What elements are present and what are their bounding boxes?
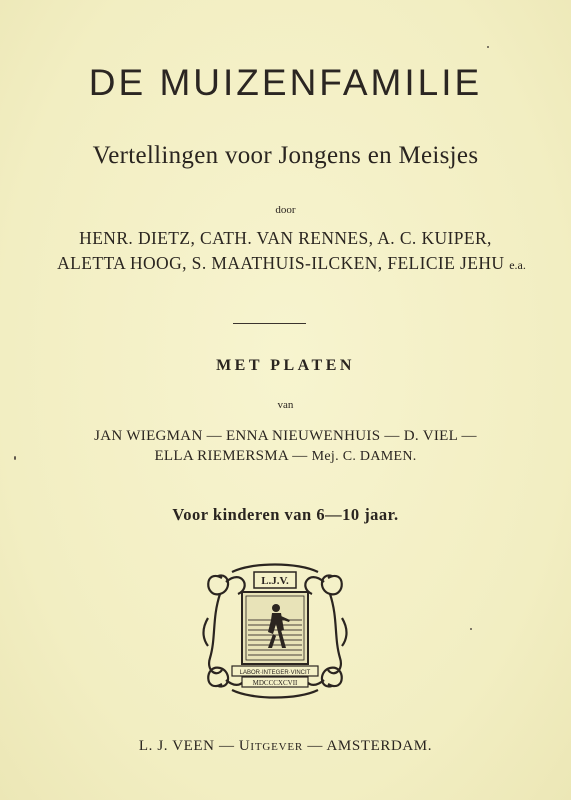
publisher-city: AMSTERDAM. (326, 738, 433, 754)
publisher-role-rest: ITGEVER (250, 741, 304, 753)
authors-line-2 (6, 253, 571, 274)
book-title: DE MUIZENFAMILIE (88, 62, 483, 103)
authors-line-1: HENR. DIETZ, CATH. VAN RENNES, A. C. KUIPER, (79, 228, 492, 248)
paper-speck (14, 456, 16, 460)
divider-rule (233, 323, 306, 324)
emblem-year: MDCCCXCVII (252, 679, 298, 687)
paper-speck (487, 46, 489, 48)
by-label: door (275, 204, 296, 216)
publisher-role-initial: U (238, 738, 251, 754)
illustrators-line-1: JAN WIEGMAN — ENNA NIEUWENHUIS — D. VIEL — (94, 428, 477, 444)
illustrators-mej: Mej. C. DAMEN. (311, 449, 417, 464)
paper-speck (470, 628, 472, 630)
emblem-motto: LABOR·INTEGER·VINCIT (239, 670, 311, 676)
plates-by-label: van (277, 399, 294, 411)
publisher-name: L. J. VEEN (138, 738, 215, 754)
authors-etal: e.a. (509, 258, 526, 272)
emblem-monogram: L.J.V. (261, 575, 289, 587)
publisher-dash-1: — (214, 738, 239, 754)
publisher-line (0, 738, 571, 755)
book-subtitle: Vertellingen voor Jongens en Meisjes (92, 142, 479, 169)
age-range: Voor kinderen van 6—10 jaar. (172, 505, 399, 524)
illustrators-line-2-names: ELLA RIEMERSMA — (154, 448, 312, 464)
plates-heading: MET PLATEN (216, 357, 355, 374)
publisher-dash-2: — (303, 738, 327, 754)
illustrators-line-2 (0, 448, 571, 465)
authors-line-2-names: ALETTA HOOG, S. MAATHUIS-ILCKEN, FELICIE JEHU (57, 253, 505, 273)
publisher-emblem-icon (202, 558, 348, 704)
